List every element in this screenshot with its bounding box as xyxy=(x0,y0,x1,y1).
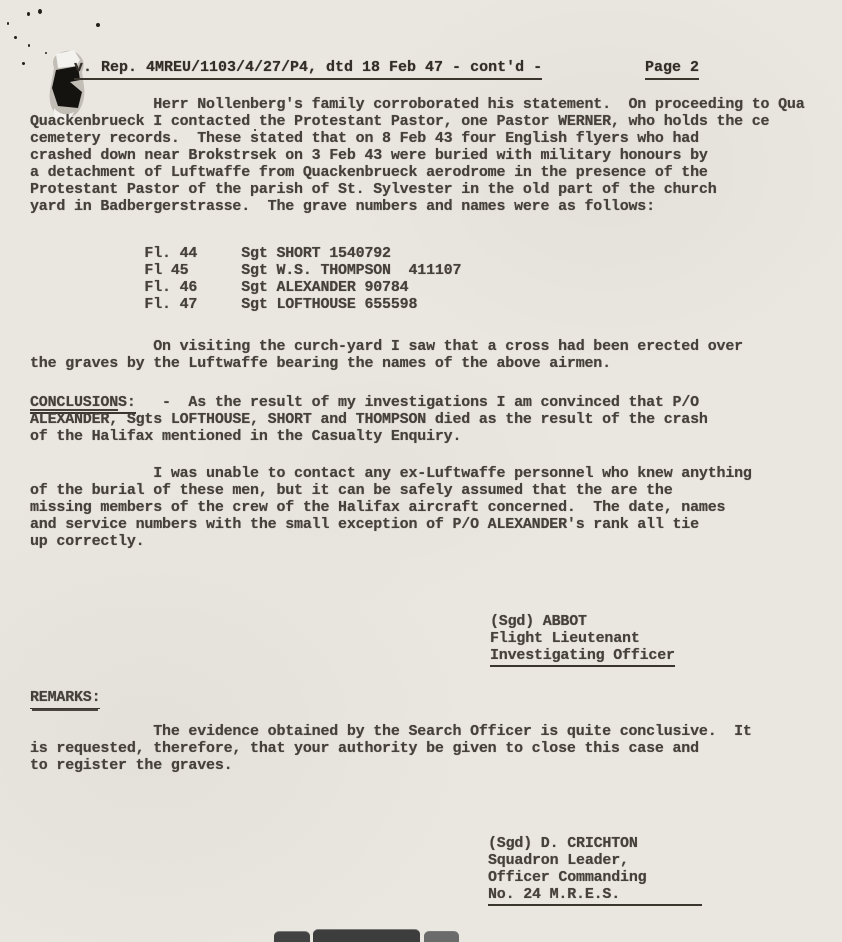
paragraph-investigation xyxy=(30,96,805,215)
text-line: Fl. 47 Sgt LOFTHOUSE 655598 xyxy=(30,296,418,313)
text-line xyxy=(30,411,708,428)
text-line: is requested, therefore, that your authority be given to close this case and xyxy=(30,740,699,757)
signed-name: (Sgd) ABBOT xyxy=(490,613,587,630)
signed-rank: Squadron Leader, xyxy=(488,852,629,869)
text-line: to register the graves. xyxy=(30,757,233,774)
conclusions-text: Sgts LOFTHOUSE, SHORT and THOMPSON died as the result of the crash xyxy=(118,411,708,428)
paragraph-churchyard xyxy=(30,338,743,372)
text-line: up correctly. xyxy=(30,533,145,550)
text-line xyxy=(30,394,708,411)
grave-list xyxy=(30,245,461,313)
signed-title: Officer Commanding xyxy=(488,869,647,886)
ink-speck xyxy=(22,62,25,65)
text-line: The evidence obtained by the Search Officer is quite conclusive. It xyxy=(30,723,752,740)
viewer-button-right[interactable] xyxy=(424,931,459,942)
viewer-button-left[interactable] xyxy=(274,931,310,942)
signed-title: Investigating Officer xyxy=(490,647,675,667)
conclusions-name-overstruck: ALEXANDER, xyxy=(30,411,119,428)
text-line: Herr Nollenberg's family corroborated his statement. On proceeding to Qua xyxy=(30,96,805,113)
text-line: the graves by the Luftwaffe bearing the names of the above airmen. xyxy=(30,355,611,372)
text-line: Protestant Pastor of the parish of St. Sylvester in the old part of the church xyxy=(30,181,717,198)
text-line: Fl. 46 Sgt ALEXANDER 90784 xyxy=(30,279,409,296)
signed-name: (Sgd) D. CRICHTON xyxy=(488,835,638,852)
viewer-button-center[interactable] xyxy=(313,929,420,942)
text-line: Fl 45 Sgt W.S. THOMPSON 411107 xyxy=(30,262,462,279)
ink-speck xyxy=(38,9,42,14)
ink-speck xyxy=(27,12,30,16)
text-line: crashed down near Brokstrsek on 3 Feb 43 were buried with military honours by xyxy=(30,147,708,164)
text-line: and service numbers with the small exception of P/O ALEXANDER's rank all tie xyxy=(30,516,699,533)
page-number: Page 2 xyxy=(645,59,699,80)
ink-speck xyxy=(14,36,17,39)
ink-speck xyxy=(7,22,9,25)
ink-speck xyxy=(28,44,30,47)
document-reference: v. Rep. 4MREU/1103/4/27/P4, dtd 18 Feb 47 - cont'd - xyxy=(74,59,542,80)
text-line: cemetery records. These stated that on 8 Feb 43 four English flyers who had xyxy=(30,130,699,147)
remarks-section xyxy=(30,689,100,709)
text-line: of the Halifax mentioned in the Casualty Enquiry. xyxy=(30,428,462,445)
text-line: Fl. 44 Sgt SHORT 1540792 xyxy=(30,245,391,262)
text-line: On visiting the curch-yard I saw that a cross had been erected over xyxy=(30,338,743,355)
conclusions-heading: CONCLUSIONS: xyxy=(30,394,136,414)
conclusions-text: - As the result of my investigations I am convinced that P/O xyxy=(135,394,699,411)
text-line: yard in Badbergerstrasse. The grave numbers and names were as follows: xyxy=(30,198,655,215)
signed-rank: Flight Lieutenant xyxy=(490,630,640,647)
paragraph-remarks-body xyxy=(30,723,752,774)
ink-speck xyxy=(96,23,100,27)
paragraph-assessment xyxy=(30,465,752,550)
text-line: of the burial of these men, but it can be safely assumed that the are the xyxy=(30,482,673,499)
signed-unit: No. 24 M.R.E.S. xyxy=(488,886,702,906)
signature-block-investigating-officer xyxy=(490,613,675,667)
text-line: I was unable to contact any ex-Luftwaffe personnel who knew anything xyxy=(30,465,752,482)
signature-block-officer-commanding xyxy=(488,835,702,906)
text-line: a detachment of Luftwaffe from Quackenbrueck aerodrome in the presence of the xyxy=(30,164,708,181)
conclusions-section xyxy=(30,394,708,445)
text-line: Quackenbrueck I contacted the Protestant Pastor, one Pastor WERNER, who holds the ce xyxy=(30,113,770,130)
text-line: missing members of the crew of the Halifax aircraft concerned. The date, names xyxy=(30,499,726,516)
remarks-heading: REMARKS: xyxy=(30,689,100,709)
